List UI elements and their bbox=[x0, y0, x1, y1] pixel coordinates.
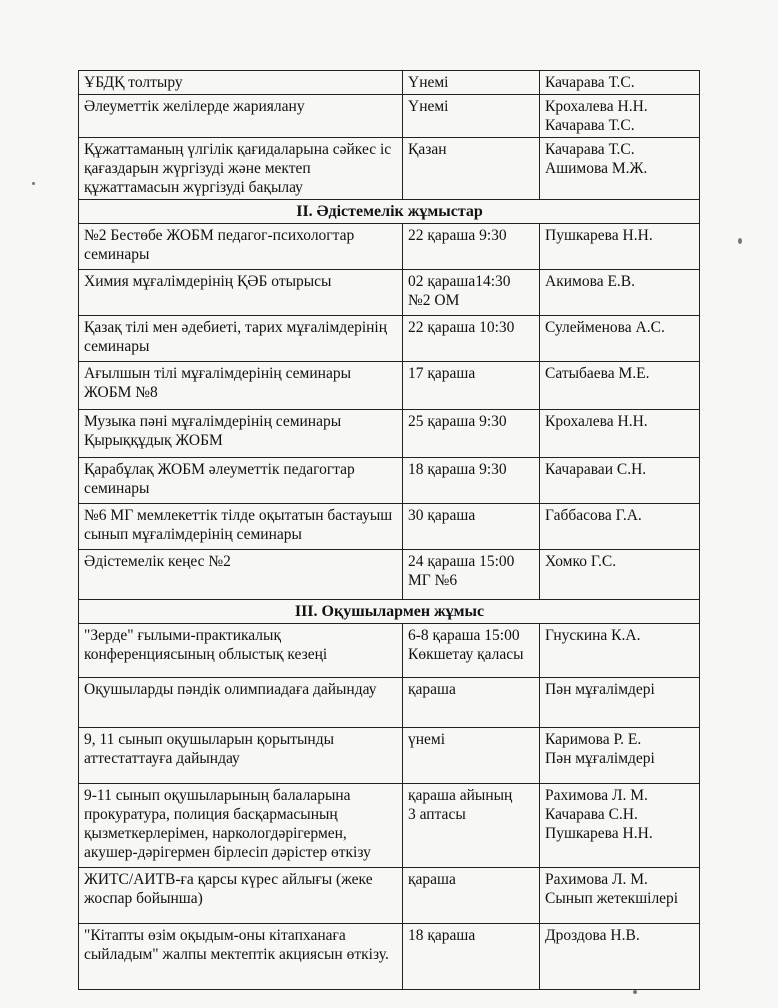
date-cell: қараша bbox=[403, 868, 540, 924]
responsible-cell: Хомко Г.С. bbox=[540, 550, 700, 600]
responsible-cell: Качараваи С.Н. bbox=[540, 458, 700, 504]
responsible-cell: Качарава Т.С. bbox=[540, 71, 700, 95]
table-row bbox=[79, 270, 700, 316]
table-row bbox=[79, 458, 700, 504]
table-row bbox=[79, 550, 700, 600]
task-cell: ҰБДҚ толтыру bbox=[79, 71, 403, 95]
date-cell: 17 қараша bbox=[403, 362, 540, 410]
date-cell: 02 қараша14:30 №2 ОМ bbox=[403, 270, 540, 316]
responsible-cell: Габбасова Г.А. bbox=[540, 504, 700, 550]
responsible-cell: Крохалева Н.Н. Качарава Т.С. bbox=[540, 95, 700, 138]
date-cell: 18 қараша 9:30 bbox=[403, 458, 540, 504]
responsible-cell: Гнускина К.А. bbox=[540, 624, 700, 678]
task-cell: Қарабұлақ ЖОБМ әлеуметтік педагогтар семинары bbox=[79, 458, 403, 504]
responsible-cell: Сатыбаева М.Е. bbox=[540, 362, 700, 410]
task-cell: 9, 11 сынып оқушыларын қорытынды аттестаттауға дайындау bbox=[79, 728, 403, 784]
task-cell: Әдістемелік кеңес №2 bbox=[79, 550, 403, 600]
task-cell: Химия мұғалімдерінің ҚӘБ отырысы bbox=[79, 270, 403, 316]
task-cell: Ағылшын тілі мұғалімдерінің семинары ЖОБМ №8 bbox=[79, 362, 403, 410]
responsible-cell: Сулейменова А.С. bbox=[540, 316, 700, 362]
task-cell: "Зерде" ғылыми-практикалық конференциясының облыстық кезеңі bbox=[79, 624, 403, 678]
table-row bbox=[79, 924, 700, 990]
task-cell: Құжаттаманың үлгілік қағидаларына сәйкес іс қағаздарын жүргізуді және мектеп құжаттамасын жүргізуді бақылау bbox=[79, 138, 403, 200]
date-cell: 22 қараша 10:30 bbox=[403, 316, 540, 362]
date-cell: 30 қараша bbox=[403, 504, 540, 550]
date-cell: үнемі bbox=[403, 728, 540, 784]
section-header-row bbox=[79, 600, 700, 624]
table-row bbox=[79, 316, 700, 362]
table-row bbox=[79, 624, 700, 678]
responsible-cell: Качарава Т.С. Ашимова М.Ж. bbox=[540, 138, 700, 200]
responsible-cell: Рахимова Л. М. Качарава С.Н. Пушкарева Н.Н. bbox=[540, 784, 700, 868]
task-cell: №2 Бестөбе ЖОБМ педагог-психологтар семинары bbox=[79, 224, 403, 270]
date-cell: Үнемі bbox=[403, 71, 540, 95]
table-row bbox=[79, 784, 700, 868]
task-cell: Музыка пәні мұғалімдерінің семинары Қырыққұдық ЖОБМ bbox=[79, 410, 403, 458]
section-title: II. Әдістемелік жұмыстар bbox=[79, 200, 700, 224]
responsible-cell: Акимова Е.В. bbox=[540, 270, 700, 316]
task-cell: 9-11 сынып оқушыларының балаларына прокуратура, полиция басқармасының қызметкерлерімен, наркологдәрігермен, акушер-дәрігермен бірлесіп дәрістер өткізу bbox=[79, 784, 403, 868]
date-cell: 24 қараша 15:00 МГ №6 bbox=[403, 550, 540, 600]
date-cell: 6-8 қараша 15:00 Көкшетау қаласы bbox=[403, 624, 540, 678]
table-row bbox=[79, 410, 700, 458]
responsible-cell: Дроздова Н.В. bbox=[540, 924, 700, 990]
table-row bbox=[79, 138, 700, 200]
table-row bbox=[79, 71, 700, 95]
table-row bbox=[79, 362, 700, 410]
date-cell: 18 қараша bbox=[403, 924, 540, 990]
document-page bbox=[78, 70, 699, 990]
work-plan-table bbox=[78, 70, 700, 990]
responsible-cell: Пушкарева Н.Н. bbox=[540, 224, 700, 270]
table-row bbox=[79, 224, 700, 270]
section-header-row bbox=[79, 200, 700, 224]
date-cell: Қазан bbox=[403, 138, 540, 200]
scan-speck bbox=[633, 990, 637, 994]
section-title: III. Оқушылармен жұмыс bbox=[79, 600, 700, 624]
responsible-cell: Пән мұғалімдері bbox=[540, 678, 700, 728]
date-cell: қараша bbox=[403, 678, 540, 728]
scan-speck bbox=[32, 182, 35, 185]
responsible-cell: Рахимова Л. М. Сынып жетекшілері bbox=[540, 868, 700, 924]
task-cell: "Кітапты өзім оқыдым-оны кітапханаға сыйладым" жалпы мектептік акциясын өткізу. bbox=[79, 924, 403, 990]
task-cell: ЖИТС/АИТВ-ға қарсы күрес айлығы (жеке жоспар бойынша) bbox=[79, 868, 403, 924]
date-cell: қараша айының 3 аптасы bbox=[403, 784, 540, 868]
task-cell: Қазақ тілі мен әдебиеті, тарих мұғалімдерінің семинары bbox=[79, 316, 403, 362]
date-cell: Үнемі bbox=[403, 95, 540, 138]
task-cell: Әлеуметтік желілерде жариялану bbox=[79, 95, 403, 138]
table-row bbox=[79, 678, 700, 728]
table-row bbox=[79, 504, 700, 550]
table-row bbox=[79, 868, 700, 924]
task-cell: №6 МГ мемлекеттік тілде оқытатын бастауыш сынып мұғалімдерінің семинары bbox=[79, 504, 403, 550]
scan-speck bbox=[738, 238, 742, 244]
table-row bbox=[79, 728, 700, 784]
responsible-cell: Каримова Р. Е. Пән мұғалімдері bbox=[540, 728, 700, 784]
date-cell: 22 қараша 9:30 bbox=[403, 224, 540, 270]
responsible-cell: Крохалева Н.Н. bbox=[540, 410, 700, 458]
date-cell: 25 қараша 9:30 bbox=[403, 410, 540, 458]
table-row bbox=[79, 95, 700, 138]
task-cell: Оқушыларды пәндік олимпиадаға дайындау bbox=[79, 678, 403, 728]
